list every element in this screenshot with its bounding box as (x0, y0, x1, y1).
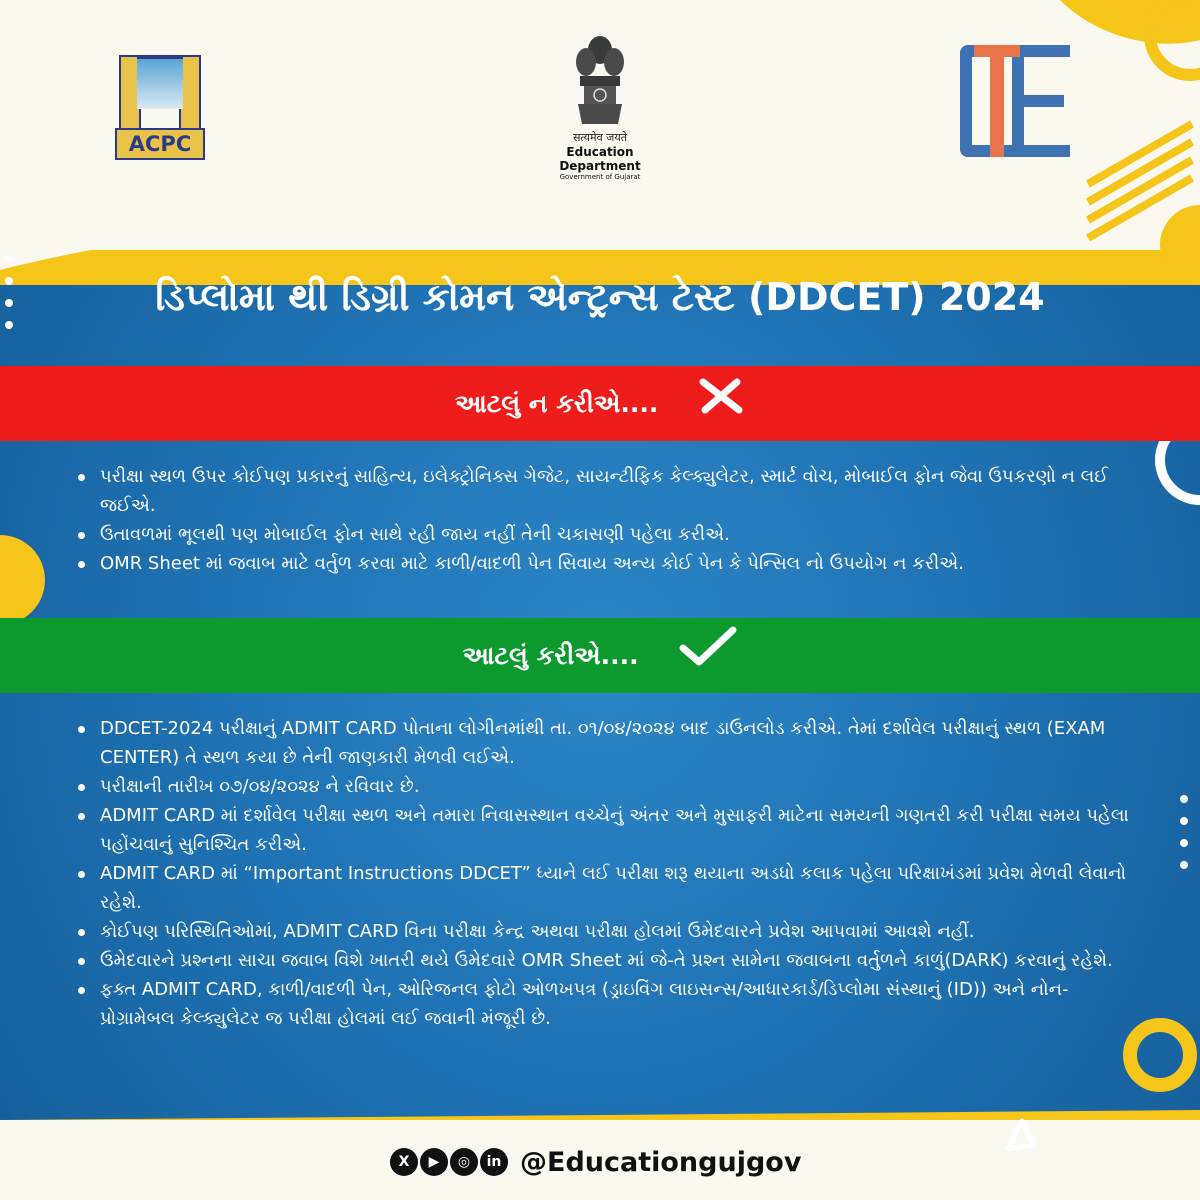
page-title: ડિપ્લોમા થી ડિગ્રી કોમન એન્ટ્રન્સ ટેસ્ટ (DDCET) 2024 (155, 275, 1045, 319)
social-links (390, 1140, 801, 1184)
list-item: ઉતાવળમાં ભૂલથી પણ મોબાઈલ ફોન સાથે રહી જાય નહીં તેની ચકાસણી પહેલા કરીએ. (70, 520, 1140, 549)
social-handle[interactable]: @Educationgujgov (520, 1146, 802, 1178)
decorative-semicircle-left (0, 525, 50, 625)
do-heading: આટલું કરીએ.... (462, 641, 639, 670)
list-item: પરીક્ષા સ્થળ ઉપર કોઈપણ પ્રકારનું સાહિત્ય, ઇલેક્ટ્રોનિક્સ ગેજેટ, સાયન્ટીફિક કેલ્ક્યુલેટર, સ્માર્ટ વોચ, મોબાઈલ ફોન જેવા ઉપકરણો ન લઈ જઈએ. (70, 462, 1140, 520)
list-item: ADMIT CARD માં “Important Instructions DDCET” ધ્યાને લઈ પરીક્ષા શરૂ થયાના અડધો કલાક પહેલા પરિક્ષાખંડમાં પ્રવેશ મેળવી લેવાનો રહેશે. (70, 859, 1140, 917)
dont-list (70, 462, 1140, 578)
list-item: DDCET-2024 પરીક્ષાનું ADMIT CARD પોતાના લોગીનમાંથી તા. ૦૧/૦૪/૨૦૨૪ બાદ ડાઉનલોડ કરીએ. તેમાં દર્શાવેલ પરીક્ષાનું સ્થળ (EXAM CENTER) તે સ્થળ કયા છે તેની જાણકારી મેળવી લઈએ. (70, 714, 1140, 772)
list-item: ઉમેદવારને પ્રશ્નના સાચા જવાબ વિશે ખાતરી થયે ઉમેદવારે OMR Sheet માં જે-તે પ્રશ્ન સામેના જવાબના વર્તુળને કાળું(DARK) કરવાનું રહેશે. (70, 946, 1140, 975)
instagram-icon[interactable]: ◎ (450, 1148, 478, 1176)
decorative-footer-triangle (1000, 1115, 1040, 1155)
lion-capital-icon (570, 28, 630, 128)
dont-heading-band (0, 366, 1200, 441)
emblem-motto: सत्यमेव जयते (572, 131, 627, 144)
emblem-government: Government of Gujarat (559, 173, 641, 181)
checkmark-icon (677, 620, 737, 695)
list-item: ADMIT CARD માં દર્શાવેલ પરીક્ષા સ્થળ અને તમારા નિવાસસ્થાન વચ્ચેનું અંતર અને મુસાફરી માટેના સમયની ગણતરી કરી પરીક્ષા સમય પહેલા પહોંચવાનું સુનિશ્ચિત કરીએ. (70, 801, 1140, 859)
list-item: પરીક્ષાની તારીખ ૦૭/૦૪/૨૦૨૪ ને રવિવાર છે. (70, 772, 1140, 801)
dont-heading: આટલું ન કરીએ.... (454, 389, 659, 418)
list-item: OMR Sheet માં જવાબ માટે વર્તુળ કરવા માટે કાળી/વાદળી પેન સિવાય અન્ય કોઈ પેન કે પેન્સિલ નો ઉપયોગ ન કરીએ. (70, 549, 1140, 578)
x-icon[interactable]: X (390, 1148, 418, 1176)
list-item: ફક્ત ADMIT CARD, કાળી/વાદળી પેન, ઓરિજનલ ફોટો ઓળખપત્ર (ડ્રાઇવિંગ લાઇસન્સ/આધારકાર્ડ/ડિપ્લોમા સંસ્થાનું (ID)) અને નોન-પ્રોગ્રામેબલ કેલ્ક્યુલેટર જ પરીક્ષા હોલમાં લઈ જવાની મંજૂરી છે. (70, 975, 1140, 1033)
government-emblem (535, 28, 665, 188)
decorative-dots-right (1180, 795, 1200, 895)
linkedin-icon[interactable]: in (480, 1148, 508, 1176)
youtube-icon[interactable]: ▶ (420, 1148, 448, 1176)
cross-icon (697, 368, 745, 443)
acpc-logo (115, 45, 205, 160)
list-item: કોઈપણ પરિસ્થિતિઓમાં, ADMIT CARD વિના પરીક્ષા કેન્દ્ર અથવા પરીક્ષા હોલમાં ઉમેદવારને પ્રવેશ આપવામાં આવશે નહીં. (70, 917, 1140, 946)
emblem-department: Education Department (559, 145, 641, 173)
acpc-logo-text: ACPC (115, 128, 205, 160)
cte-logo (960, 45, 1070, 160)
do-heading-band (0, 618, 1200, 693)
do-list (70, 714, 1140, 1033)
